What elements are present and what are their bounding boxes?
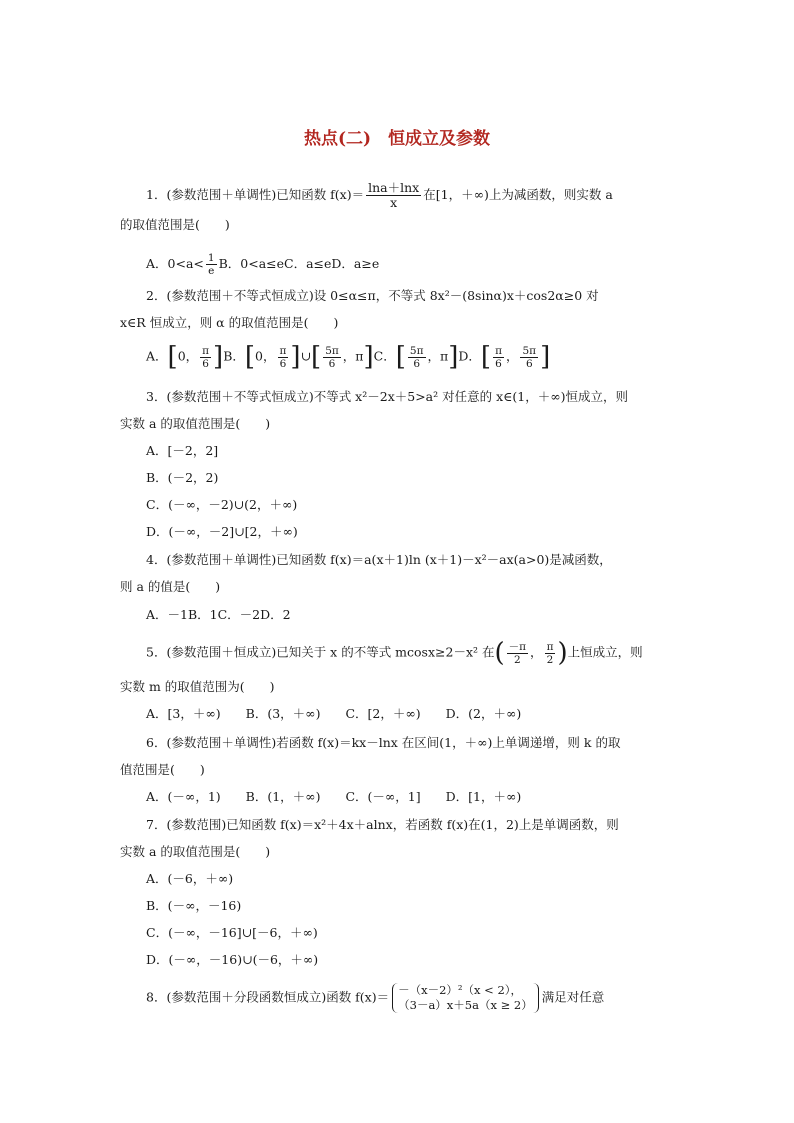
q3-line2: 实数 a 的取值范围是( ): [120, 416, 271, 431]
q7-line2: 实数 a 的取值范围是( ): [120, 844, 271, 859]
frac-den: 2: [514, 653, 521, 666]
bracket: ]: [213, 342, 224, 372]
q2-opt-d-frac: [493, 345, 504, 370]
q2-opt-c-right: ，π: [427, 348, 449, 364]
q3-option-b: B．(－2，2): [146, 470, 219, 485]
q4-line2: 则 a 的值是( ): [120, 579, 221, 594]
bracket: [: [311, 342, 322, 372]
frac-num: 5π: [325, 344, 339, 357]
frac-den: 2: [546, 653, 554, 666]
q8-piecewise: [392, 983, 539, 1013]
q2-line2: x∈R 恒成立，则 α 的取值范围是( ): [120, 315, 339, 330]
q1-fraction: [366, 181, 421, 210]
q6-line1: 6．(参数范围＋单调性)若函数 f(x)＝kx－lnx 在区间(1，＋∞)上单调递增，则 k 的取: [146, 735, 621, 750]
comma: ，: [505, 348, 519, 364]
question-1: [146, 181, 613, 210]
q1-opt-rest: B．0<a≤eC．a≤eD．a≥e: [218, 256, 380, 271]
frac-num: π: [495, 344, 502, 357]
q2-opt-b-right: ，π: [342, 348, 364, 364]
q4-options: A．－1B．1C．－2D．2: [146, 607, 291, 622]
frac-den: 6: [413, 357, 421, 370]
q2-line1: 2．(参数范围＋不等式恒成立)设 0≤α≤π，不等式 8x²－(8sinα)x＋cos2α≥0 对: [146, 288, 599, 303]
q6-line2: 值范围是( ): [120, 762, 205, 777]
paren: ): [557, 638, 568, 668]
page-title: 热点(二) 恒成立及参数: [303, 129, 491, 149]
q7-option-c: C．(－∞，－16]∪[－6，＋∞): [146, 925, 318, 940]
q7-option-a: A．(－6，＋∞): [146, 871, 234, 886]
q2-opt-a-label: A．: [146, 348, 168, 364]
q8-text-post: 满足对任意: [541, 989, 605, 1005]
q2-opt-d-label: D．: [458, 348, 481, 364]
q3-option-a: A．[－2，2]: [146, 443, 219, 458]
paren: (: [494, 638, 505, 668]
bracket: ]: [290, 342, 301, 372]
question-5: [146, 640, 643, 666]
q1-opt-a-frac: [206, 252, 217, 277]
bracket: ]: [363, 342, 374, 372]
q4-line1: 4．(参数范围＋单调性)已知函数 f(x)＝a(x＋1)ln (x＋1)－x²－ax(a>0)是减函数，: [146, 552, 612, 567]
q1-opt-a-pre: A．0<a<: [146, 256, 204, 271]
frac-den: 6: [279, 357, 287, 370]
bracket: [: [395, 342, 406, 372]
question-8: [146, 983, 604, 1013]
frac-den: 6: [495, 357, 502, 370]
frac-num: π: [202, 344, 210, 357]
q2-opt-c-label: C．: [373, 348, 396, 364]
q8-text-pre: 8．(参数范围＋分段函数恒成立)函数 f(x)＝: [146, 989, 390, 1005]
bracket: ]: [540, 342, 551, 372]
bracket: [: [167, 342, 178, 372]
q5-frac1: [507, 641, 528, 666]
q3-option-c: C．(－∞，－2)∪(2，＋∞): [146, 497, 298, 512]
bracket: ]: [448, 342, 459, 372]
q8-case-2: （3－a）x＋5a（x ≥ 2）: [398, 998, 533, 1012]
frac-num: 5π: [409, 344, 424, 357]
q5-line2: 实数 m 的取值范围为( ): [120, 679, 275, 694]
union-symbol: ∪: [300, 348, 312, 364]
q1-options: [146, 252, 379, 277]
frac-den: 6: [328, 357, 336, 370]
q1-text-post: 在[1，＋∞)上为减函数，则实数 a: [423, 187, 613, 202]
q2-opt-b-left: 0，: [255, 348, 276, 364]
frac-den: 6: [525, 357, 533, 370]
q8-case-1: －（x－2）²（x < 2），: [398, 983, 523, 997]
q5-frac2: [545, 641, 556, 666]
q2-opt-a-left: 0，: [177, 348, 199, 364]
bracket: [: [244, 342, 256, 372]
q5-text-post: 上恒成立，则: [567, 644, 643, 660]
q2-opt-b-frac2: [323, 345, 341, 370]
q2-opt-b-label: B．: [223, 348, 245, 364]
q2-opt-a-frac: [200, 345, 211, 370]
q7-option-b: B．(－∞，－16): [146, 898, 242, 913]
q3-option-d: D．(－∞，－2]∪[2，＋∞): [146, 524, 298, 539]
q6-options: A．(－∞，1) B．(1，＋∞) C．(－∞，1] D．[1，＋∞): [146, 789, 522, 804]
q2-opt-c-frac: [408, 345, 426, 370]
q5-options: A．[3，＋∞) B．(3，＋∞) C．[2，＋∞) D．(2，＋∞): [146, 706, 522, 721]
frac-num: 5π: [522, 344, 537, 357]
q2-opt-d-frac2: [520, 345, 538, 370]
q1-line2: 的取值范围是( ): [120, 217, 230, 232]
q1-text-pre: 1．(参数范围＋单调性)已知函数 f(x)＝: [146, 187, 365, 202]
frac-den: 6: [202, 357, 209, 370]
q2-options: [146, 344, 550, 370]
q2-opt-b-frac: [278, 345, 289, 370]
q7-option-d: D．(－∞，－16)∪(－6，＋∞): [146, 952, 319, 967]
q1-frac-den: x: [390, 195, 398, 210]
frac-num: π: [546, 640, 554, 653]
q5-text-pre: 5．(参数范围＋恒成立)已知关于 x 的不等式 mcosx≥2－x² 在: [146, 644, 495, 660]
q1-frac-num: lna＋lnx: [368, 180, 420, 195]
q1-opt-a-den: e: [208, 265, 215, 277]
frac-num: －π: [508, 640, 527, 653]
q3-line1: 3．(参数范围＋不等式恒成立)不等式 x²－2x＋5>a² 对任意的 x∈(1，＋∞)恒成立，则: [146, 389, 629, 404]
q1-opt-a-num: 1: [207, 252, 215, 264]
q7-line1: 7．(参数范围)已知函数 f(x)＝x²＋4x＋alnx，若函数 f(x)在(1，2)上是单调函数，则: [146, 817, 619, 832]
bracket: [: [480, 342, 492, 372]
comma: ，: [530, 644, 543, 660]
frac-num: π: [279, 344, 287, 357]
